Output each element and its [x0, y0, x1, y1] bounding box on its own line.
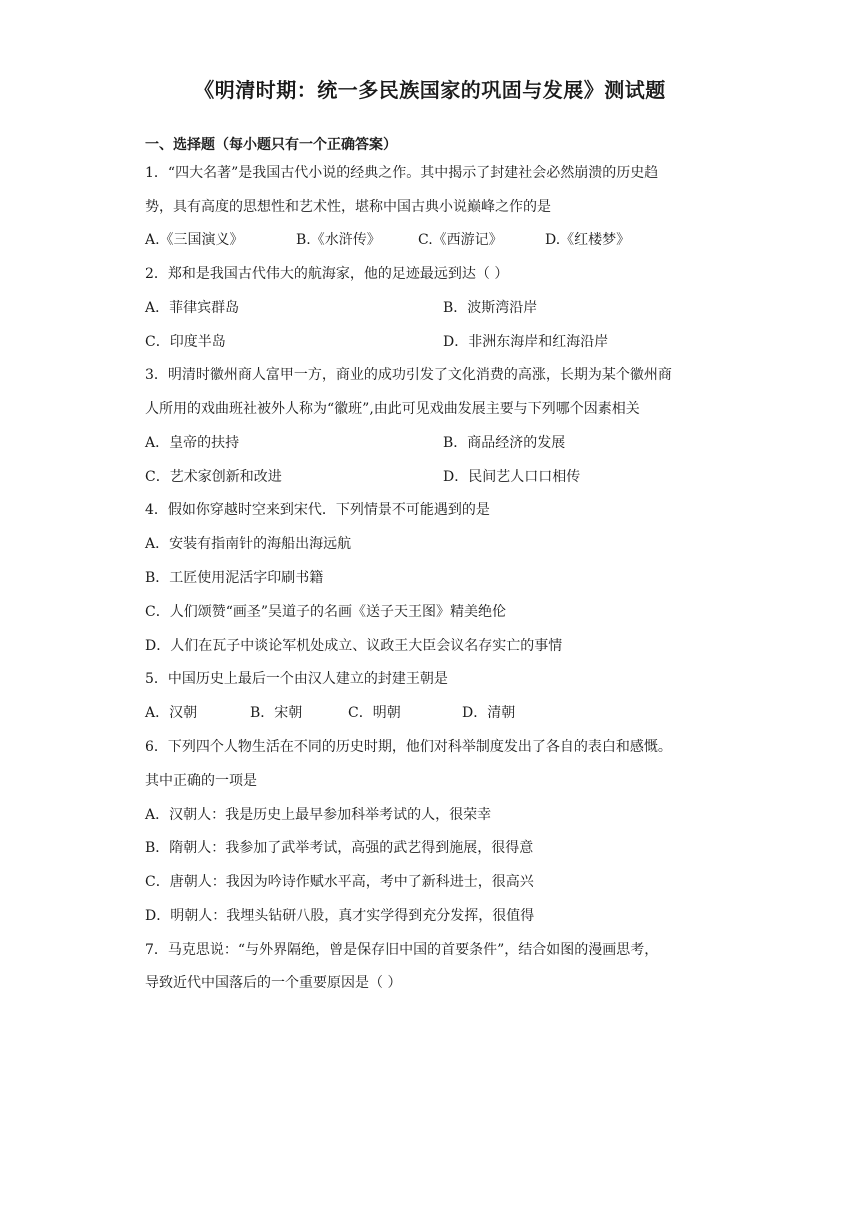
q3-stem-line2: 人所用的戏曲班社被外人称为“徽班”,由此可见戏曲发展主要与下列哪个因素相关: [145, 401, 640, 417]
q3-option-a: A．皇帝的扶持: [145, 435, 240, 451]
q5-option-c: C．明朝: [348, 705, 401, 721]
q7-stem-line2: 导致近代中国落后的一个重要原因是（ ）: [145, 975, 402, 991]
q1-stem-line2: 势，具有高度的思想性和艺术性，堪称中国古典小说巅峰之作的是: [145, 199, 551, 215]
q6-stem-line2: 其中正确的一项是: [145, 773, 257, 789]
q6-option-d: D．明朝人：我埋头钻研八股，真才实学得到充分发挥，很值得: [145, 908, 535, 924]
q4-option-c: C．人们颂赞“画圣”吴道子的名画《送子天王图》精美绝伦: [145, 604, 507, 620]
q6-option-b: B．隋朝人：我参加了武举考试，高强的武艺得到施展，很得意: [145, 840, 534, 856]
q7-stem-line1: 7．马克思说：“与外界隔绝，曾是保存旧中国的首要条件”，结合如图的漫画思考，: [145, 942, 659, 958]
q3-option-b: B．商品经济的发展: [443, 435, 566, 451]
q4-option-a: A．安装有指南针的海船出海远航: [145, 536, 352, 552]
q1-option-b: B.《水浒传》: [296, 232, 381, 248]
q5-stem-line1: 5．中国历史上最后一个由汉人建立的封建王朝是: [145, 671, 448, 687]
q6-option-c: C．唐朝人：我因为吟诗作赋水平高，考中了新科进士，很高兴: [145, 874, 534, 890]
q2-option-d: D．非洲东海岸和红海沿岸: [443, 334, 609, 350]
q5-option-b: B．宋朝: [250, 705, 303, 721]
q2-stem-line1: 2．郑和是我国古代伟大的航海家，他的足迹最远到达（ ）: [145, 266, 509, 282]
q4-option-d: D．人们在瓦子中谈论军机处成立、议政王大臣会议名存实亡的事情: [145, 638, 563, 654]
q2-option-b: B．波斯湾沿岸: [443, 300, 538, 316]
q1-option-d: D.《红楼梦》: [545, 232, 631, 248]
q3-option-c: C．艺术家创新和改进: [145, 469, 282, 485]
q1-option-c: C.《西游记》: [418, 232, 503, 248]
q4-option-b: B．工匠使用泥活字印刷书籍: [145, 570, 324, 586]
q2-option-c: C．印度半岛: [145, 334, 226, 350]
q3-stem-line1: 3．明清时徽州商人富甲一方，商业的成功引发了文化消费的高涨，长期为某个徽州商: [145, 367, 672, 383]
q6-option-a: A．汉朝人：我是历史上最早参加科举考试的人，很荣幸: [145, 807, 492, 823]
section-heading: 一、选择题（每小题只有一个正确答案）: [145, 137, 397, 153]
q1-stem-line1: 1．“四大名著”是我国古代小说的经典之作。其中揭示了封建社会必然崩溃的历史趋: [145, 165, 659, 181]
q3-option-d: D．民间艺人口口相传: [443, 469, 581, 485]
q5-option-a: A．汉朝: [145, 705, 198, 721]
q2-option-a: A．菲律宾群岛: [145, 300, 240, 316]
page-title: 《明清时期：统一多民族国家的巩固与发展》测试题: [194, 78, 666, 102]
q1-option-a: A.《三国演义》: [145, 232, 244, 248]
q4-stem-line1: 4．假如你穿越时空来到宋代．下列情景不可能遇到的是: [145, 502, 490, 518]
q6-stem-line1: 6．下列四个人物生活在不同的历史时期，他们对科举制度发出了各自的表白和感慨。: [145, 739, 672, 755]
q5-option-d: D．清朝: [462, 705, 516, 721]
